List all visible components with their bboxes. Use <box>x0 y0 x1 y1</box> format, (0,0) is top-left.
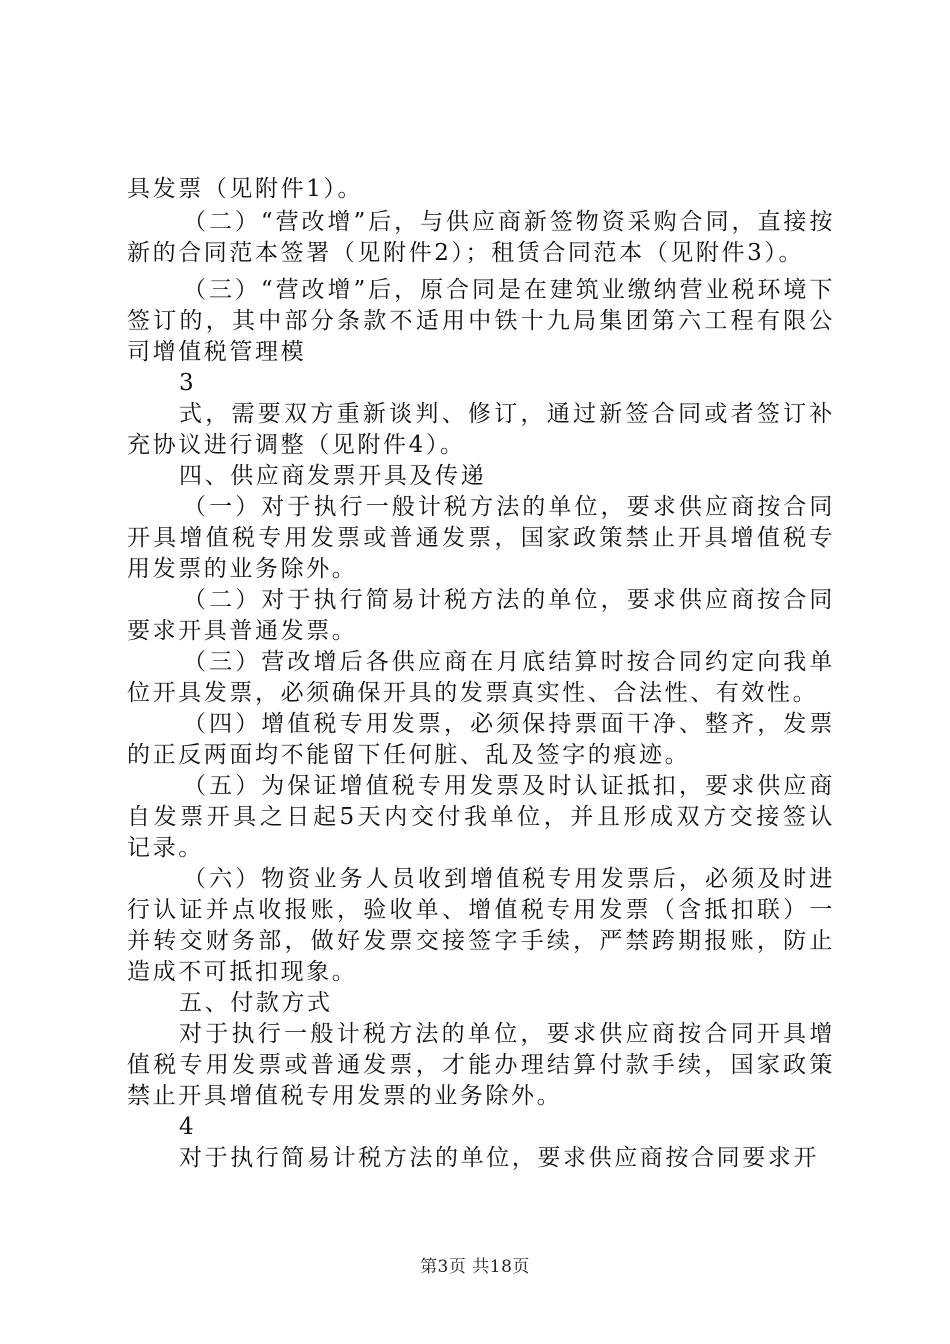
page-number-marker-4: 4 <box>179 1114 194 1140</box>
paragraph-7: （三）营改增后各供应商在月底结算时按合同约定向我单位开具发票，必须确保开具的发票真实性、合法性、有效性。 <box>127 649 835 706</box>
paragraph-5: （一）对于执行一般计税方法的单位，要求供应商按合同开具增值税专用发票或普通发票，国家政策禁止开具增值税专用发票的业务除外。 <box>127 494 835 582</box>
document-body <box>127 174 835 1174</box>
page-footer: 第3页 共18页 <box>420 1257 530 1277</box>
paragraph-11: 对于执行一般计税方法的单位，要求供应商按合同开具增值税专用发票或普通发票，才能办理结算付款手续，国家政策禁止开具增值税专用发票的业务除外。 <box>127 1021 835 1109</box>
paragraph-12: 对于执行简易计税方法的单位，要求供应商按合同要求开 <box>179 1145 819 1171</box>
paragraph-4: 式，需要双方重新谈判、修订，通过新签合同或者签订补充协议进行调整（见附件4）。 <box>127 401 835 458</box>
paragraph-1: 具发票（见附件1）。 <box>127 176 364 202</box>
paragraph-3: （三）“营改增”后，原合同是在建筑业缴纳营业税环境下签订的，其中部分条款不适用中铁十九局集团第六工程有限公司增值税管理模 <box>127 277 835 365</box>
paragraph-10: （六）物资业务人员收到增值税专用发票后，必须及时进行认证并点收报账，验收单、增值税专用发票（含抵扣联）一并转交财务部，做好发票交接签字手续，严禁跨期报账，防止造成不可抵扣现象。 <box>127 866 835 985</box>
section-heading-4: 四、供应商发票开具及传递 <box>179 463 487 489</box>
section-heading-5: 五、付款方式 <box>179 990 333 1016</box>
paragraph-6: （二）对于执行简易计税方法的单位，要求供应商按合同要求开具普通发票。 <box>127 587 835 644</box>
paragraph-9: （五）为保证增值税专用发票及时认证抵扣，要求供应商自发票开具之日起5天内交付我单位，并且形成双方交接签认记录。 <box>127 773 835 861</box>
paragraph-8: （四）增值税专用发票，必须保持票面干净、整齐，发票的正反两面均不能留下任何脏、乱及签字的痕迹。 <box>127 711 835 768</box>
paragraph-2: （二）“营改增”后，与供应商新签物资采购合同，直接按新的合同范本签署（见附件2）；租赁合同范本（见附件3）。 <box>127 209 835 266</box>
page-number-marker-3: 3 <box>179 370 194 396</box>
